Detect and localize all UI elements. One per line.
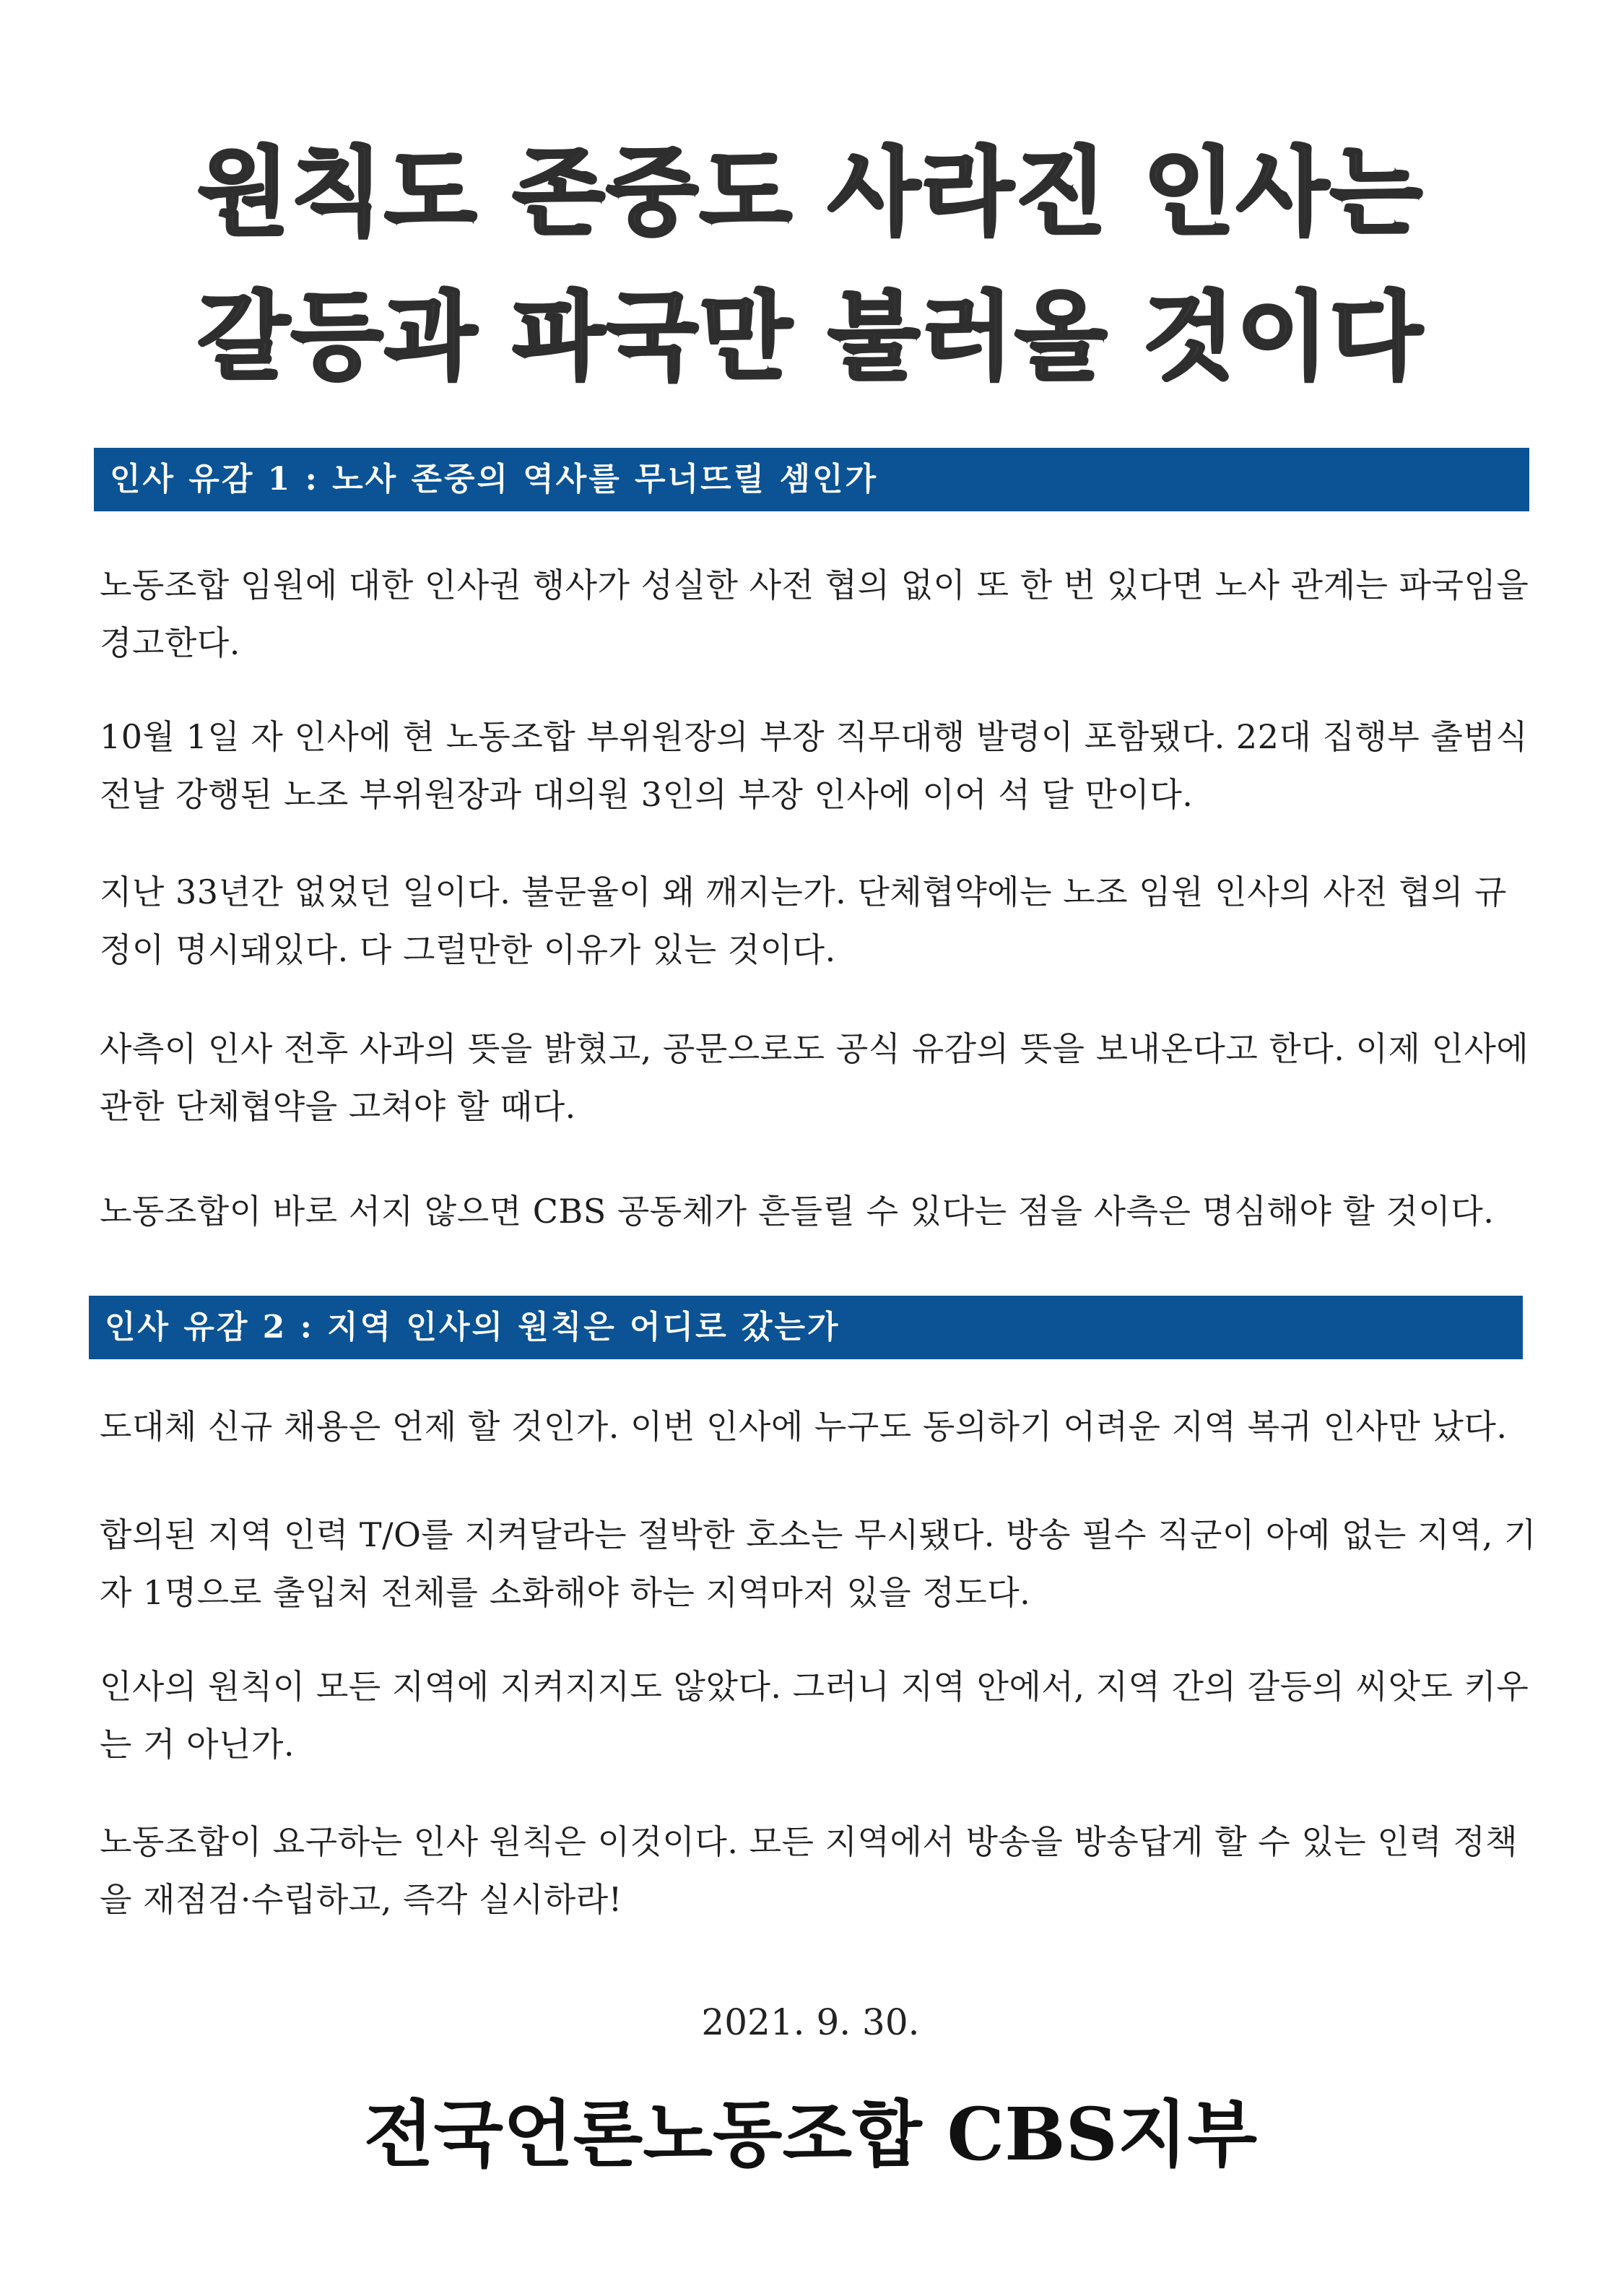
section-2-paragraph-3: 인사의 원칙이 모든 지역에 지켜지지도 않았다. 그러니 지역 안에서, 지역 간의 갈등의 씨앗도 키우는 거 아닌가.: [100, 1667, 1529, 1764]
title-line-1: 원칙도 존중도 사라진 인사는: [197, 137, 1424, 248]
section-1-paragraph-2: 10월 1일 자 인사에 현 노동조합 부위원장의 부장 직무대행 발령이 포함됐다. 22대 집행부 출범식 전날 강행된 노조 부위원장과 대의원 3인의 부장 인사에 이어 석 달 만이다.: [100, 717, 1529, 814]
section-1-paragraph-4: 사측이 인사 전후 사과의 뜻을 밝혔고, 공문으로도 공식 유감의 뜻을 보내온다고 한다. 이제 인사에 관한 단체협약을 고쳐야 할 때다.: [100, 1029, 1529, 1126]
section-2-paragraph-2: 합의된 지역 인력 T/O를 지켜달라는 절박한 호소는 무시됐다. 방송 필수 직군이 아예 없는 지역, 기자 1명으로 출입처 전체를 소화해야 하는 지역마저 있을 정도다.: [100, 1515, 1537, 1612]
section-1-paragraph-1: 노동조합 임원에 대한 인사권 행사가 성실한 사전 협의 없이 또 한 번 있다면 노사 관계는 파국임을 경고한다.: [100, 566, 1529, 662]
section-2-paragraph-1: 도대체 신규 채용은 언제 할 것인가. 이번 인사에 누구도 동의하기 어려운 지역 복귀 인사만 났다.: [100, 1407, 1508, 1446]
section-1-paragraph-5: 노동조합이 바로 서지 않으면 CBS 공동체가 흔들릴 수 있다는 점을 사측은 명심해야 할 것이다.: [100, 1192, 1495, 1231]
section-2-paragraph-4: 노동조합이 요구하는 인사 원칙은 이것이다. 모든 지역에서 방송을 방송답게 할 수 있는 인력 정책을 재점검·수립하고, 즉각 실시하라!: [100, 1822, 1518, 1919]
section-1-heading: 인사 유감 1 : 노사 존중의 역사를 무너뜨릴 셈인가: [94, 448, 1529, 511]
section-1-paragraph-3: 지난 33년간 없었던 일이다. 불문율이 왜 깨지는가. 단체협약에는 노조 임원 인사의 사전 협의 규정이 명시돼있다. 다 그럴만한 이유가 있는 것이다.: [100, 872, 1507, 969]
organization-signature: 전국언론노동조합 CBS지부: [363, 2092, 1258, 2177]
statement-date: 2021. 9. 30.: [701, 2001, 920, 2043]
title-line-2: 갈등과 파국만 불러올 것이다: [197, 282, 1424, 393]
section-2-heading: 인사 유감 2 : 지역 인사의 원칙은 어디로 갔는가: [89, 1296, 1523, 1359]
